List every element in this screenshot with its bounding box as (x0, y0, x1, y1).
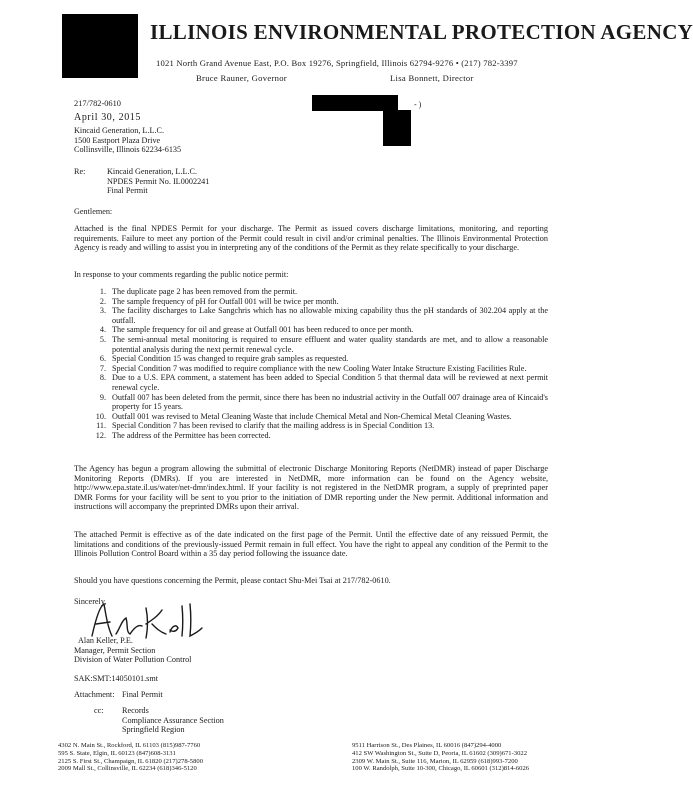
signer-block (74, 636, 191, 665)
cc-label: cc: (94, 706, 104, 715)
director-name: Lisa Bonnett, Director (390, 73, 474, 83)
phone-reference: 217/782-0610 (74, 99, 121, 108)
footer-address: 595 S. State, Elgin, IL 60123 (847)608-3131 (58, 749, 176, 757)
footer-address: 2309 W. Main St., Suite 116, Marion, IL 62959 (618)993-7200 (352, 757, 518, 765)
footer-left (58, 742, 203, 773)
footer-address: 100 W. Randolph, Suite 10-300, Chicago, IL 60601 (312)814-6026 (352, 765, 530, 773)
list-item: 12. The address of the Permittee has been corrected. (95, 430, 271, 440)
paragraph-4: The attached Permit is effective as of the date indicated on the first page of the Permit. Until the effective date of any reissued Permit, the limitations and conditions of the previously-issued Permit remain in full effect. You have the right to appeal any condition of the Permit to the Illinois Pollution Control Board within a 35 day period following the issuance date. (74, 530, 548, 559)
footer-address: 412 SW Washington St., Suite D, Peoria, IL 61602 (309)671-3022 (352, 749, 527, 757)
attachment-label: Attachment: (74, 690, 115, 699)
footer-right (352, 742, 529, 773)
recipient-city: Collinsville, Illinois 62234-6135 (74, 145, 182, 155)
list-item: 5. The semi-annual metal monitoring is required to ensure effluent and water quality standards are met, and to allow a reasonable potential analysis during the next permit renewal cycle. (99, 334, 548, 354)
footer-address: 4302 N. Main St., Rockford, IL 61103 (815)987-7760 (58, 742, 201, 749)
list-item: 10. Outfall 001 was revised to Metal Cleaning Waste that include Chemical Metal and Non-Chemical Metal Cleaning Wastes. (95, 411, 512, 421)
re-block (107, 167, 209, 196)
cc-item: Records (122, 706, 149, 715)
paragraph-5: Should you have questions concerning the Permit, please contact Shu-Mei Tsai at 217/782-0610. (74, 576, 391, 585)
cc-list (122, 706, 224, 735)
list-item: 2. The sample frequency of pH for Outfall 001 will be twice per month. (99, 296, 339, 306)
closing: Sincerely, (74, 597, 107, 606)
footer-address: 2009 Mall St., Collinsville, IL 62234 (618)346-5120 (58, 765, 197, 773)
response-list (96, 287, 548, 441)
cc-item: Compliance Assurance Section (122, 715, 224, 725)
agency-name: ILLINOIS ENVIRONMENTAL PROTECTION AGENCY (150, 20, 693, 44)
governor-name: Bruce Rauner, Governor (196, 73, 287, 83)
re-line-3: Final Permit (107, 186, 148, 196)
list-item: 4. The sample frequency for oil and grease at Outfall 001 has been reduced to once per month. (99, 325, 414, 335)
redacted-stamp (312, 95, 398, 111)
redacted-mark (383, 110, 411, 146)
recipient-street: 1500 Eastport Plaza Drive (74, 135, 161, 145)
signer-name: Alan Keller, P.E. (78, 636, 133, 645)
re-label: Re: (74, 167, 86, 176)
handwritten-mark: ‐ ) (414, 100, 422, 109)
paragraph-1: Attached is the final NPDES Permit for your discharge. The Permit as issued covers discharge limitations, monitoring, and reporting requirements. Failure to meet any portion of the Permit could result in civil and/or criminal penalties. The Illinois Environmental Protection Agency is ready and willing to assist you in interpreting any of the conditions of the Permit as they relate specifically to your discharge. (74, 224, 548, 253)
list-item: 6. Special Condition 15 was changed to require grab samples as requested. (99, 354, 349, 364)
list-item: 1. The duplicate page 2 has been removed from the permit. (99, 287, 298, 296)
list-item: 3. The facility discharges to Lake Sangchris which has no allowable mixing capability thus the pH standards of 302.204 apply at the outfall. (99, 306, 548, 325)
footer-address: 2125 S. First St., Champaign, IL 61820 (217)278-5800 (58, 757, 203, 765)
footer-address: 9511 Harrison St., Des Plaines, IL 60016 (847)294-4000 (352, 742, 502, 749)
cc-item: Springfield Region (122, 725, 185, 735)
attachment-value: Final Permit (122, 690, 163, 699)
signer-title: Manager, Permit Section (74, 645, 156, 655)
paragraph-2: In response to your comments regarding the public notice permit: (74, 270, 289, 279)
list-item: 8. Due to a U.S. EPA comment, a statement has been added to Special Condition 5 that thermal data will be reviewed at next permit renewal cycle. (99, 373, 548, 392)
recipient-name: Kincaid Generation, L.L.C. (74, 126, 165, 135)
reference-code: SAK:SMT:14050101.smt (74, 674, 158, 683)
redacted-logo (62, 14, 138, 78)
agency-address: 1021 North Grand Avenue East, P.O. Box 19276, Springfield, Illinois 62794-9276 • (217) 782-3397 (156, 58, 518, 68)
re-line-2: NPDES Permit No. IL0002241 (107, 176, 210, 186)
salutation: Gentlemen: (74, 207, 113, 216)
recipient-block (74, 126, 181, 155)
list-item: 11. Special Condition 7 has been revised to clarify that the mailing address is in Special Condition 13. (96, 421, 435, 431)
list-item: 7. Special Condition 7 was modified to require compliance with the new Cooling Water Intake Structure Existing Facilities Rule. (99, 363, 527, 373)
letter-date: April 30, 2015 (74, 112, 142, 123)
signer-division: Division of Water Pollution Control (74, 655, 192, 665)
re-line-1: Kincaid Generation, L.L.C. (107, 167, 198, 176)
list-item: 9. Outfall 007 has been deleted from the permit, since there has been no industrial activity in the Outfall 007 drainage area of Kincaid's property for 15 years. (99, 392, 548, 412)
paragraph-3: The Agency has begun a program allowing the submittal of electronic Discharge Monitoring Reports (NetDMR) instead of paper Discharge Monitoring Reports (DMRs). If you are interested in NetDMR, more information can be found on the Agency website, http://www.epa.state.il.us/water/net-dmr/index.html. If your facility is not registered in the NetDMR program, a supply of preprinted paper DMR Forms for your facility will be sent to you prior to the initiation of DMR reporting under the New permit. Additional information and instructions will accompany the preprinted DMRs upon their arrival. (74, 464, 548, 512)
